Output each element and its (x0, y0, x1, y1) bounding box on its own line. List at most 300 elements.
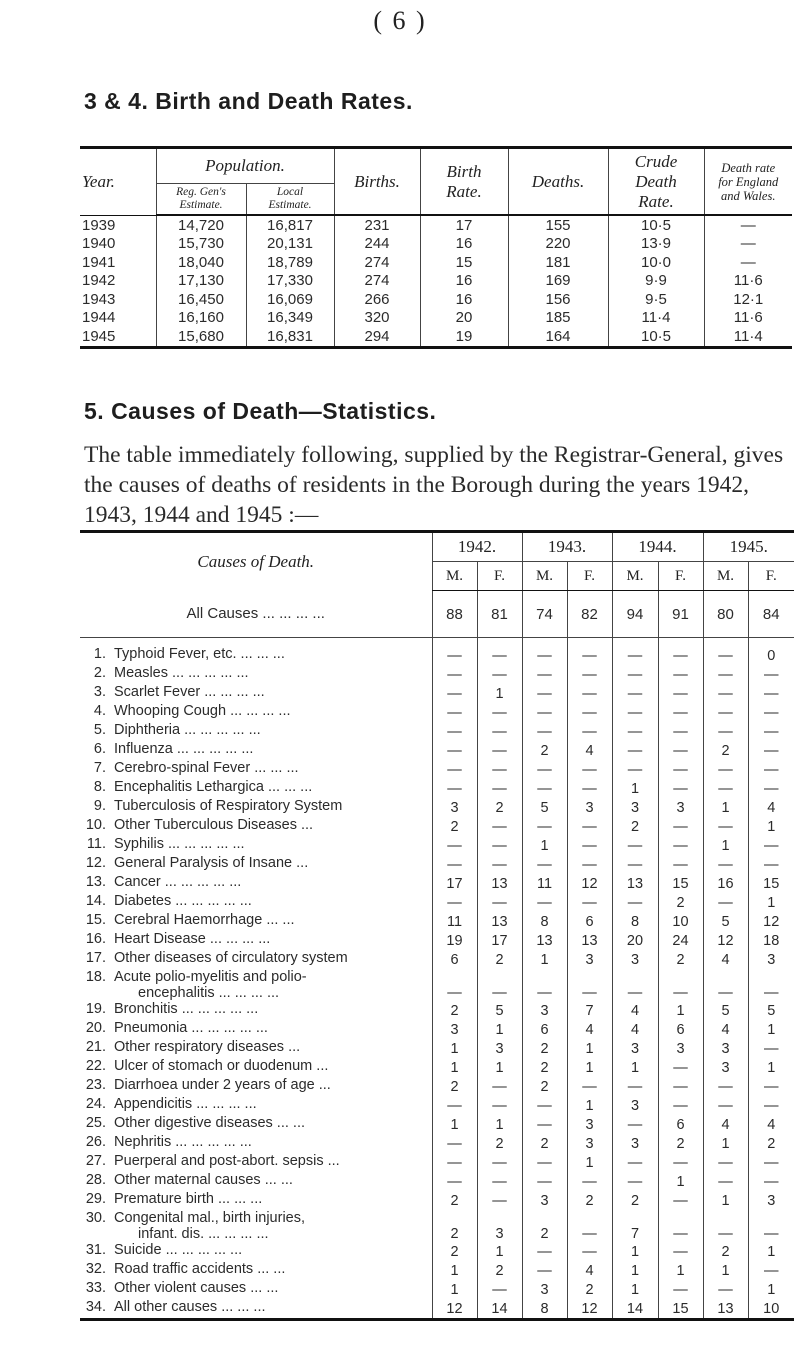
cause-value: 2 (477, 950, 522, 969)
birth-rate-cell: 17 (420, 216, 508, 235)
year-cell: 1943 (82, 290, 116, 308)
cause-label (114, 703, 432, 722)
year-cell: 1940 (82, 235, 116, 253)
cause-value: — (477, 969, 522, 1001)
deaths-cell: 156 (508, 290, 608, 309)
cause-value: — (748, 969, 794, 1001)
cause-value: 3 (567, 1134, 612, 1153)
birth-rate-cell: 15 (420, 253, 508, 272)
cause-value: — (522, 1261, 567, 1280)
cause-value: 3 (567, 798, 612, 817)
cause-label (114, 1153, 432, 1172)
cause-label-line: Acute polio-myelitis and polio- (114, 969, 307, 985)
col-reg-gen-estimate-header: Reg. Gen's Estimate. (156, 184, 246, 215)
cause-value: — (477, 779, 522, 798)
cause-value: 1 (432, 1115, 477, 1134)
cause-value: 2 (703, 1242, 748, 1261)
cause-row (80, 665, 794, 684)
cause-number: 32. (85, 1261, 106, 1277)
cause-label-line: General Paralysis of Insane ... (114, 855, 309, 871)
cause-label (114, 855, 432, 874)
cause-value: 4 (612, 1020, 658, 1039)
cause-label (114, 836, 432, 855)
cause-value: — (432, 836, 477, 855)
table-row (80, 216, 792, 235)
cause-value: — (567, 646, 612, 665)
cause-value: 2 (432, 1242, 477, 1261)
cause-value: 2 (522, 1210, 567, 1242)
cause-value: — (748, 836, 794, 855)
cause-value: — (612, 1115, 658, 1134)
cause-value: — (432, 779, 477, 798)
page-number: ( 6 ) (373, 6, 427, 35)
cause-value: 5 (477, 1001, 522, 1020)
cause-value: — (612, 969, 658, 1001)
cause-value: 2 (658, 893, 703, 912)
cause-value: — (703, 1096, 748, 1115)
cause-value: — (477, 646, 522, 665)
cause-value: 2 (567, 1191, 612, 1210)
cause-value: 5 (703, 912, 748, 931)
cause-number: 30. (85, 1210, 106, 1226)
col-births-header: Births. (334, 148, 420, 215)
cause-row (80, 1134, 794, 1153)
cause-value: 2 (432, 1001, 477, 1020)
cause-value: — (703, 684, 748, 703)
cause-number: 21. (85, 1039, 106, 1055)
cause-value: 1 (477, 1115, 522, 1134)
cause-value: — (567, 722, 612, 741)
cause-value: — (477, 1077, 522, 1096)
reg-gen-estimate-cell: 14,720 (156, 216, 246, 235)
cause-label-line: Diabetes ... ... ... ... ... (114, 893, 252, 909)
cause-value: — (748, 760, 794, 779)
cause-number: 7. (93, 760, 106, 776)
all-causes-value: 91 (658, 591, 703, 638)
crude-death-rate-cell: 9·9 (608, 272, 704, 291)
cause-value: — (522, 779, 567, 798)
cause-number: 14. (85, 893, 106, 909)
spacer-cell (477, 638, 522, 647)
cause-value: — (748, 779, 794, 798)
birth-rate-cell: 20 (420, 309, 508, 328)
cause-value: 1 (477, 684, 522, 703)
cause-value: — (522, 893, 567, 912)
cause-value: 15 (658, 1299, 703, 1320)
cause-value: — (612, 741, 658, 760)
cause-value: 3 (703, 1039, 748, 1058)
cause-row (80, 1115, 794, 1134)
cause-value: — (432, 703, 477, 722)
cause-row (80, 912, 794, 931)
cause-value: — (703, 1210, 748, 1242)
table-row (80, 235, 792, 254)
cause-row (80, 703, 794, 722)
cause-value: 1 (703, 836, 748, 855)
col-year-header: Year. (82, 171, 115, 191)
cause-label (114, 950, 432, 969)
cause-value: — (658, 1280, 703, 1299)
cause-row (80, 1210, 794, 1242)
cause-value: — (612, 760, 658, 779)
cause-value: — (567, 855, 612, 874)
cause-value: 1 (567, 1039, 612, 1058)
sex-header-male: M. (703, 562, 748, 591)
cause-value: 10 (658, 912, 703, 931)
cause-value: — (477, 1096, 522, 1115)
cause-label-line: Other violent causes ... ... (114, 1280, 279, 1296)
cause-value: 2 (612, 1191, 658, 1210)
cause-value: — (522, 665, 567, 684)
cause-value: — (477, 1280, 522, 1299)
cause-value: 6 (567, 912, 612, 931)
cause-value: — (522, 722, 567, 741)
cause-value: 2 (477, 1261, 522, 1280)
cause-value: — (658, 1058, 703, 1077)
cause-number: 11. (86, 836, 106, 852)
cause-number: 9. (93, 798, 106, 814)
cause-row (80, 779, 794, 798)
year-header-1944: 1944. (612, 532, 703, 562)
births-cell: 294 (334, 327, 420, 347)
spacer-row (80, 638, 794, 647)
year-cell: 1945 (82, 327, 116, 345)
birth-rate-cell: 16 (420, 290, 508, 309)
cause-value: 4 (703, 1020, 748, 1039)
cause-value: — (522, 855, 567, 874)
cause-value: — (522, 1115, 567, 1134)
cause-label-line: Influenza ... ... ... ... ... (114, 741, 254, 757)
cause-value: 1 (477, 1058, 522, 1077)
cause-label (114, 1077, 432, 1096)
cause-label (114, 1001, 432, 1020)
cause-value: 3 (612, 798, 658, 817)
year-cell: 1944 (82, 309, 116, 327)
cause-value: — (658, 836, 703, 855)
cause-value: 2 (522, 1077, 567, 1096)
cause-value: 3 (612, 1096, 658, 1115)
cause-row (80, 969, 794, 1001)
cause-value: 1 (748, 1242, 794, 1261)
cause-value: 1 (612, 1058, 658, 1077)
causes-intro-paragraph: The table immediately following, supplied by the Registrar-General, gives the causes of deaths of residents in the Borough during the years 1942, 1943, 1944 and 1945 :— (84, 442, 784, 528)
cause-value: 4 (703, 950, 748, 969)
cause-row (80, 798, 794, 817)
sex-header-female: F. (477, 562, 522, 591)
cause-value: — (567, 684, 612, 703)
cause-value: — (522, 1153, 567, 1172)
birth-death-rates-heading: 3 & 4. Birth and Death Rates. (84, 88, 413, 114)
col-deaths-header: Deaths. (508, 148, 608, 215)
cause-value: 1 (522, 950, 567, 969)
cause-value: 14 (477, 1299, 522, 1320)
cause-value: — (703, 779, 748, 798)
cause-value: 16 (703, 874, 748, 893)
cause-number: 12. (85, 855, 106, 871)
cause-value: — (477, 665, 522, 684)
cause-value: — (567, 665, 612, 684)
all-causes-value: 84 (748, 591, 794, 638)
cause-value: 1 (522, 836, 567, 855)
cause-value: 4 (748, 798, 794, 817)
cause-label (114, 1261, 432, 1280)
cause-value: 13 (477, 912, 522, 931)
cause-row (80, 874, 794, 893)
cause-value: — (522, 1172, 567, 1191)
cause-value: — (658, 817, 703, 836)
birth-rate-cell: 19 (420, 327, 508, 347)
cause-value: 1 (748, 1020, 794, 1039)
cause-label-line: Congenital mal., birth injuries, (114, 1210, 306, 1226)
cause-value: — (612, 646, 658, 665)
cause-number: 20. (85, 1020, 106, 1036)
causes-header: Causes of Death. (197, 551, 315, 571)
cause-value: 3 (612, 1134, 658, 1153)
cause-number: 2. (93, 665, 106, 681)
all-causes-value: 74 (522, 591, 567, 638)
cause-value: — (703, 969, 748, 1001)
cause-value: — (612, 1172, 658, 1191)
cause-value: 3 (703, 1058, 748, 1077)
cause-value: — (612, 1153, 658, 1172)
cause-value: — (703, 1172, 748, 1191)
cause-label (114, 722, 432, 741)
all-causes-value: 82 (567, 591, 612, 638)
cause-number: 22. (85, 1058, 106, 1074)
cause-value: 14 (612, 1299, 658, 1320)
cause-value: 1 (703, 1191, 748, 1210)
cause-label (114, 1191, 432, 1210)
cause-value: — (703, 703, 748, 722)
cause-label-line: Other diseases of circulatory system (114, 950, 348, 966)
cause-value: 3 (432, 1020, 477, 1039)
local-estimate-cell: 16,817 (246, 216, 334, 235)
cause-label (114, 1134, 432, 1153)
cause-label-line: Diarrhoea under 2 years of age ... (114, 1077, 331, 1093)
cause-row (80, 836, 794, 855)
cause-number: 5. (93, 722, 106, 738)
cause-row (80, 817, 794, 836)
cause-value: 1 (477, 1242, 522, 1261)
cause-value: — (432, 1134, 477, 1153)
cause-value: — (612, 703, 658, 722)
table-header-row (80, 148, 792, 184)
cause-value: 4 (567, 1020, 612, 1039)
cause-label (114, 1115, 432, 1134)
death-rate-ew-cell: — (704, 216, 792, 235)
cause-value: — (703, 817, 748, 836)
cause-label-line: Suicide ... ... ... ... ... (114, 1242, 243, 1258)
reg-gen-estimate-cell: 16,450 (156, 290, 246, 309)
cause-value: 2 (432, 817, 477, 836)
cause-value: — (703, 665, 748, 684)
sex-header-male: M. (612, 562, 658, 591)
cause-value: 2 (432, 1191, 477, 1210)
spacer-cell (432, 638, 477, 647)
cause-number: 34. (85, 1299, 106, 1315)
cause-value: 10 (748, 1299, 794, 1320)
crude-death-rate-cell: 11·4 (608, 309, 704, 328)
cause-row (80, 1172, 794, 1191)
col-birth-rate-header: Birth Rate. (420, 148, 508, 215)
cause-number: 18. (85, 969, 106, 985)
cause-label (114, 1020, 432, 1039)
cause-value: — (748, 1077, 794, 1096)
cause-label-line-2: encephalitis ... ... ... ... (138, 985, 280, 1001)
table-row (80, 290, 792, 309)
cause-value: — (522, 1096, 567, 1115)
cause-row (80, 893, 794, 912)
sex-header-male: M. (522, 562, 567, 591)
cause-value: 1 (748, 1058, 794, 1077)
year-cell: 1939 (82, 216, 116, 234)
births-cell: 231 (334, 216, 420, 235)
cause-value: 4 (703, 1115, 748, 1134)
death-rate-ew-cell: 11·6 (704, 272, 792, 291)
local-estimate-cell: 18,789 (246, 253, 334, 272)
cause-label-line: Ulcer of stomach or duodenum ... (114, 1058, 329, 1074)
cause-label (114, 912, 432, 931)
col-local-estimate-header: Local Estimate. (246, 184, 334, 215)
cause-label (114, 760, 432, 779)
cause-value: — (612, 665, 658, 684)
cause-label-line-2: infant. dis. ... ... ... ... (138, 1226, 269, 1242)
cause-value: — (567, 893, 612, 912)
sex-header-female: F. (658, 562, 703, 591)
cause-number: 17. (85, 950, 106, 966)
cause-value: 12 (748, 912, 794, 931)
cause-label (114, 798, 432, 817)
cause-number: 4. (93, 703, 106, 719)
cause-value: 6 (658, 1115, 703, 1134)
cause-number: 16. (85, 931, 106, 947)
cause-value: 3 (477, 1210, 522, 1242)
cause-value: — (703, 646, 748, 665)
cause-value: — (703, 855, 748, 874)
cause-number: 33. (85, 1280, 106, 1296)
cause-value: 1 (432, 1261, 477, 1280)
cause-value: — (658, 741, 703, 760)
cause-value: — (567, 779, 612, 798)
cause-value: 2 (567, 1280, 612, 1299)
cause-value: 1 (432, 1039, 477, 1058)
cause-value: 12 (567, 874, 612, 893)
crude-death-rate-cell: 10·5 (608, 216, 704, 235)
cause-row (80, 741, 794, 760)
cause-value: 2 (703, 741, 748, 760)
cause-value: — (748, 684, 794, 703)
cause-value: 13 (522, 931, 567, 950)
cause-value: 5 (748, 1001, 794, 1020)
cause-label (114, 1039, 432, 1058)
cause-label (114, 1280, 432, 1299)
cause-value: — (612, 1077, 658, 1096)
cause-value: 19 (432, 931, 477, 950)
cause-value: 2 (522, 1134, 567, 1153)
cause-value: 2 (432, 1210, 477, 1242)
cause-label-line: Whooping Cough ... ... ... ... (114, 703, 291, 719)
cause-row (80, 1001, 794, 1020)
cause-row (80, 855, 794, 874)
cause-value: 1 (612, 1261, 658, 1280)
cause-number: 23. (85, 1077, 106, 1093)
cause-value: — (658, 1191, 703, 1210)
cause-value: — (432, 893, 477, 912)
cause-value: 1 (432, 1058, 477, 1077)
cause-value: — (658, 1153, 703, 1172)
cause-value: — (432, 855, 477, 874)
cause-value: 2 (748, 1134, 794, 1153)
crude-death-rate-cell: 10·5 (608, 327, 704, 347)
death-rate-ew-cell: 12·1 (704, 290, 792, 309)
cause-label-line: Typhoid Fever, etc. ... ... ... (114, 646, 285, 662)
cause-value: — (748, 1153, 794, 1172)
cause-value: — (612, 855, 658, 874)
col-population-header: Population. (156, 148, 334, 184)
cause-value: 2 (522, 1058, 567, 1077)
cause-value: — (612, 836, 658, 855)
cause-value: 20 (612, 931, 658, 950)
death-rate-ew-cell: 11·4 (704, 327, 792, 347)
cause-value: — (522, 646, 567, 665)
year-header-1942: 1942. (432, 532, 522, 562)
local-estimate-cell: 16,069 (246, 290, 334, 309)
cause-value: 5 (703, 1001, 748, 1020)
death-rate-ew-cell: — (704, 253, 792, 272)
cause-value: — (432, 969, 477, 1001)
cause-number: 19. (85, 1001, 106, 1017)
cause-value: — (658, 1096, 703, 1115)
cause-value: 3 (658, 1039, 703, 1058)
cause-value: 11 (432, 912, 477, 931)
all-causes-row (80, 591, 794, 638)
causes-of-death-heading: 5. Causes of Death—Statistics. (84, 398, 437, 424)
cause-value: 4 (567, 741, 612, 760)
cause-value: 1 (703, 1134, 748, 1153)
local-estimate-cell: 16,831 (246, 327, 334, 347)
all-causes-value: 94 (612, 591, 658, 638)
cause-value: 1 (567, 1153, 612, 1172)
table-row (80, 272, 792, 291)
cause-value: — (703, 1280, 748, 1299)
cause-value: 1 (748, 817, 794, 836)
cause-value: 1 (612, 779, 658, 798)
cause-row (80, 1077, 794, 1096)
cause-value: — (477, 855, 522, 874)
cause-label (114, 1242, 432, 1261)
deaths-cell: 164 (508, 327, 608, 347)
cause-value: — (748, 1039, 794, 1058)
cause-value: — (432, 665, 477, 684)
births-cell: 320 (334, 309, 420, 328)
cause-value: — (567, 760, 612, 779)
local-estimate-cell: 17,330 (246, 272, 334, 291)
cause-row (80, 646, 794, 665)
cause-value: 1 (703, 1261, 748, 1280)
cause-value: — (703, 1077, 748, 1096)
causes-of-death-table (80, 530, 794, 1321)
cause-value: — (477, 760, 522, 779)
cause-value: — (748, 1261, 794, 1280)
cause-value: 13 (612, 874, 658, 893)
deaths-cell: 185 (508, 309, 608, 328)
cause-value: 4 (612, 1001, 658, 1020)
cause-row (80, 1020, 794, 1039)
cause-value: 17 (432, 874, 477, 893)
cause-value: — (522, 817, 567, 836)
cause-row (80, 1058, 794, 1077)
cause-value: 3 (522, 1001, 567, 1020)
